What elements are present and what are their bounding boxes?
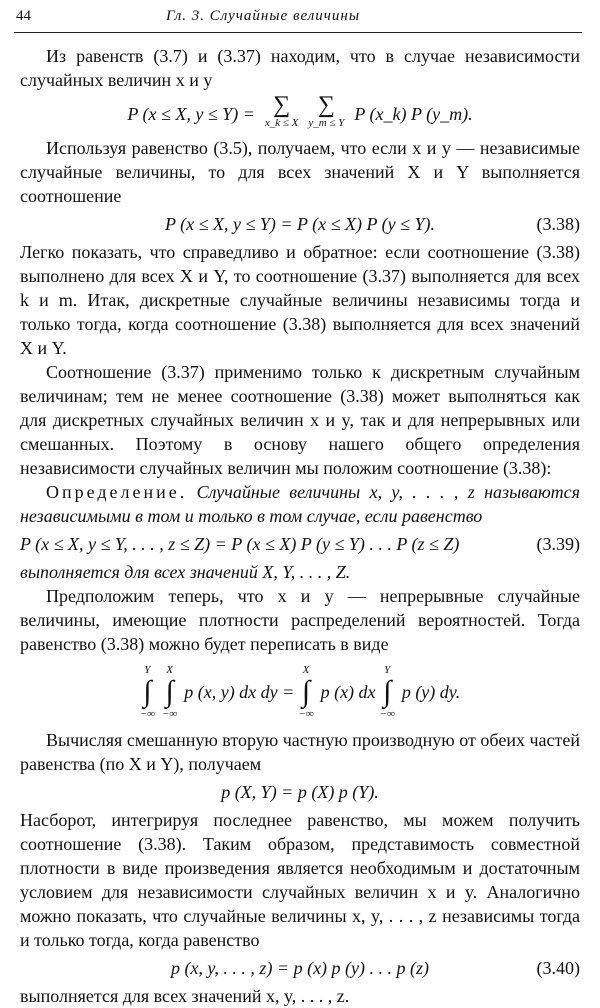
integral-x: X ∫ −∞: [161, 664, 178, 720]
page-body: [20, 44, 580, 1008]
eq2-body: P (x ≤ X, y ≤ Y) = P (x ≤ X) P (y ≤ Y).: [164, 214, 436, 234]
equation-1: [20, 92, 580, 132]
integral-y: Y ∫ −∞: [139, 664, 155, 720]
running-head: Гл. 3. Случайные величины: [166, 8, 361, 24]
eq4-right: p (y) dy.: [401, 682, 461, 702]
equation-number: (3.39): [536, 534, 580, 554]
paragraph-2: Используя равенство (3.5), получаем, что если x и y — независимые случайные величины, то для всех значений X и Y выполняется соотношение: [20, 138, 580, 206]
sum-m-subscript: y_m ≤ Y: [308, 117, 345, 129]
paragraph-4: Соотношение (3.37) применимо только к дискретным случайным величинам; тем не менее соотношение (3.38) может выполняться как для дискретных случайных величин x и y, так и для непрерывных или смешанных. Поэтому в основу нашего общего определения независимости случайных величин мы положим соотношение (3.38):: [20, 362, 580, 478]
eq4-mid: p (x) dx: [320, 682, 376, 702]
paragraph-1: Из равенств (3.7) и (3.37) находим, что в случае независимости случайных величин x и y: [20, 46, 580, 90]
sum-icon: ∑: [273, 92, 291, 118]
paragraph-5: выполняется для всех значений X, Y, . . . , Z.: [20, 562, 351, 582]
integral-icon: ∫: [301, 675, 311, 708]
sum-m: [308, 92, 345, 132]
equation-3-40: [20, 956, 580, 980]
integral-icon: ∫: [383, 675, 392, 708]
paragraph-7: Вычисляя смешанную вторую частную производную от обеих частей равенства (по X и Y), получаем: [20, 730, 580, 774]
equation-3-39: [20, 532, 580, 556]
sum-k-subscript: x_k ≤ X: [264, 117, 299, 129]
definition-label: Определение.: [46, 482, 188, 502]
eq6-body: p (x, y, . . . , z) = p (x) p (y) . . . p (z): [170, 958, 430, 978]
eq1-right: P (x_k) P (y_m).: [354, 104, 473, 124]
sum-k: [264, 92, 299, 132]
definition-text: Случайные величины x, y, . . . , z называются независимыми в том и только в том случае, если равенство: [20, 482, 581, 526]
eq3-body: P (x ≤ X, y ≤ Y, . . . , z ≤ Z) = P (x ≤ X) P (y ≤ Y) . . . P (z ≤ Z): [20, 534, 460, 554]
paragraph-9: выполняется для всех значений x, y, . . . , z.: [20, 986, 350, 1006]
equation-number: (3.38): [536, 214, 580, 234]
paragraph-8: Насборот, интегрируя последнее равенство, мы можем получить соотношение (3.38). Таким образом, представимость совместной плотности в виде произведения является необходимым и достаточным условием для независимости случайных величин x и y. Аналогично можно показать, что случайные величины x, y, . . . , z независимы тогда и только тогда, когда равенство: [20, 810, 580, 950]
sum-icon: ∑: [317, 92, 335, 118]
equation-3-38: [20, 212, 580, 236]
integral-icon: ∫: [143, 675, 152, 708]
equation-density-product: p (X, Y) = p (X) p (Y).: [221, 782, 379, 802]
page-number: 44: [16, 8, 31, 24]
paragraph-6: Предположим теперь, что x и y — непрерывные случайные величины, имеющие плотности распределений вероятностей. Тогда равенство (3.38) можно будет переписать в виде: [20, 586, 580, 654]
integral-x-2: X ∫ −∞: [298, 664, 314, 720]
eq4-left: p (x, y) dx dy =: [184, 682, 295, 702]
header-rule: [14, 32, 582, 33]
integral-icon: ∫: [165, 675, 174, 708]
paragraph-3: Легко показать, что справедливо и обратное: если соотношение (3.38) выполнено для всех X и Y, то соотношение (3.37) выполняется для всех k и m. Итак, дискретные случайные величины независимы тогда и только тогда, когда соотношение (3.38) выполняется для всех значений X и Y.: [20, 242, 580, 358]
eq1-left: P (x ≤ X, y ≤ Y) =: [127, 104, 255, 124]
integral-y-2: Y ∫ −∞: [379, 664, 395, 720]
equation-integrals: [20, 662, 580, 722]
page-header: [16, 8, 584, 32]
equation-number: (3.40): [536, 958, 580, 978]
definition: [20, 480, 580, 528]
